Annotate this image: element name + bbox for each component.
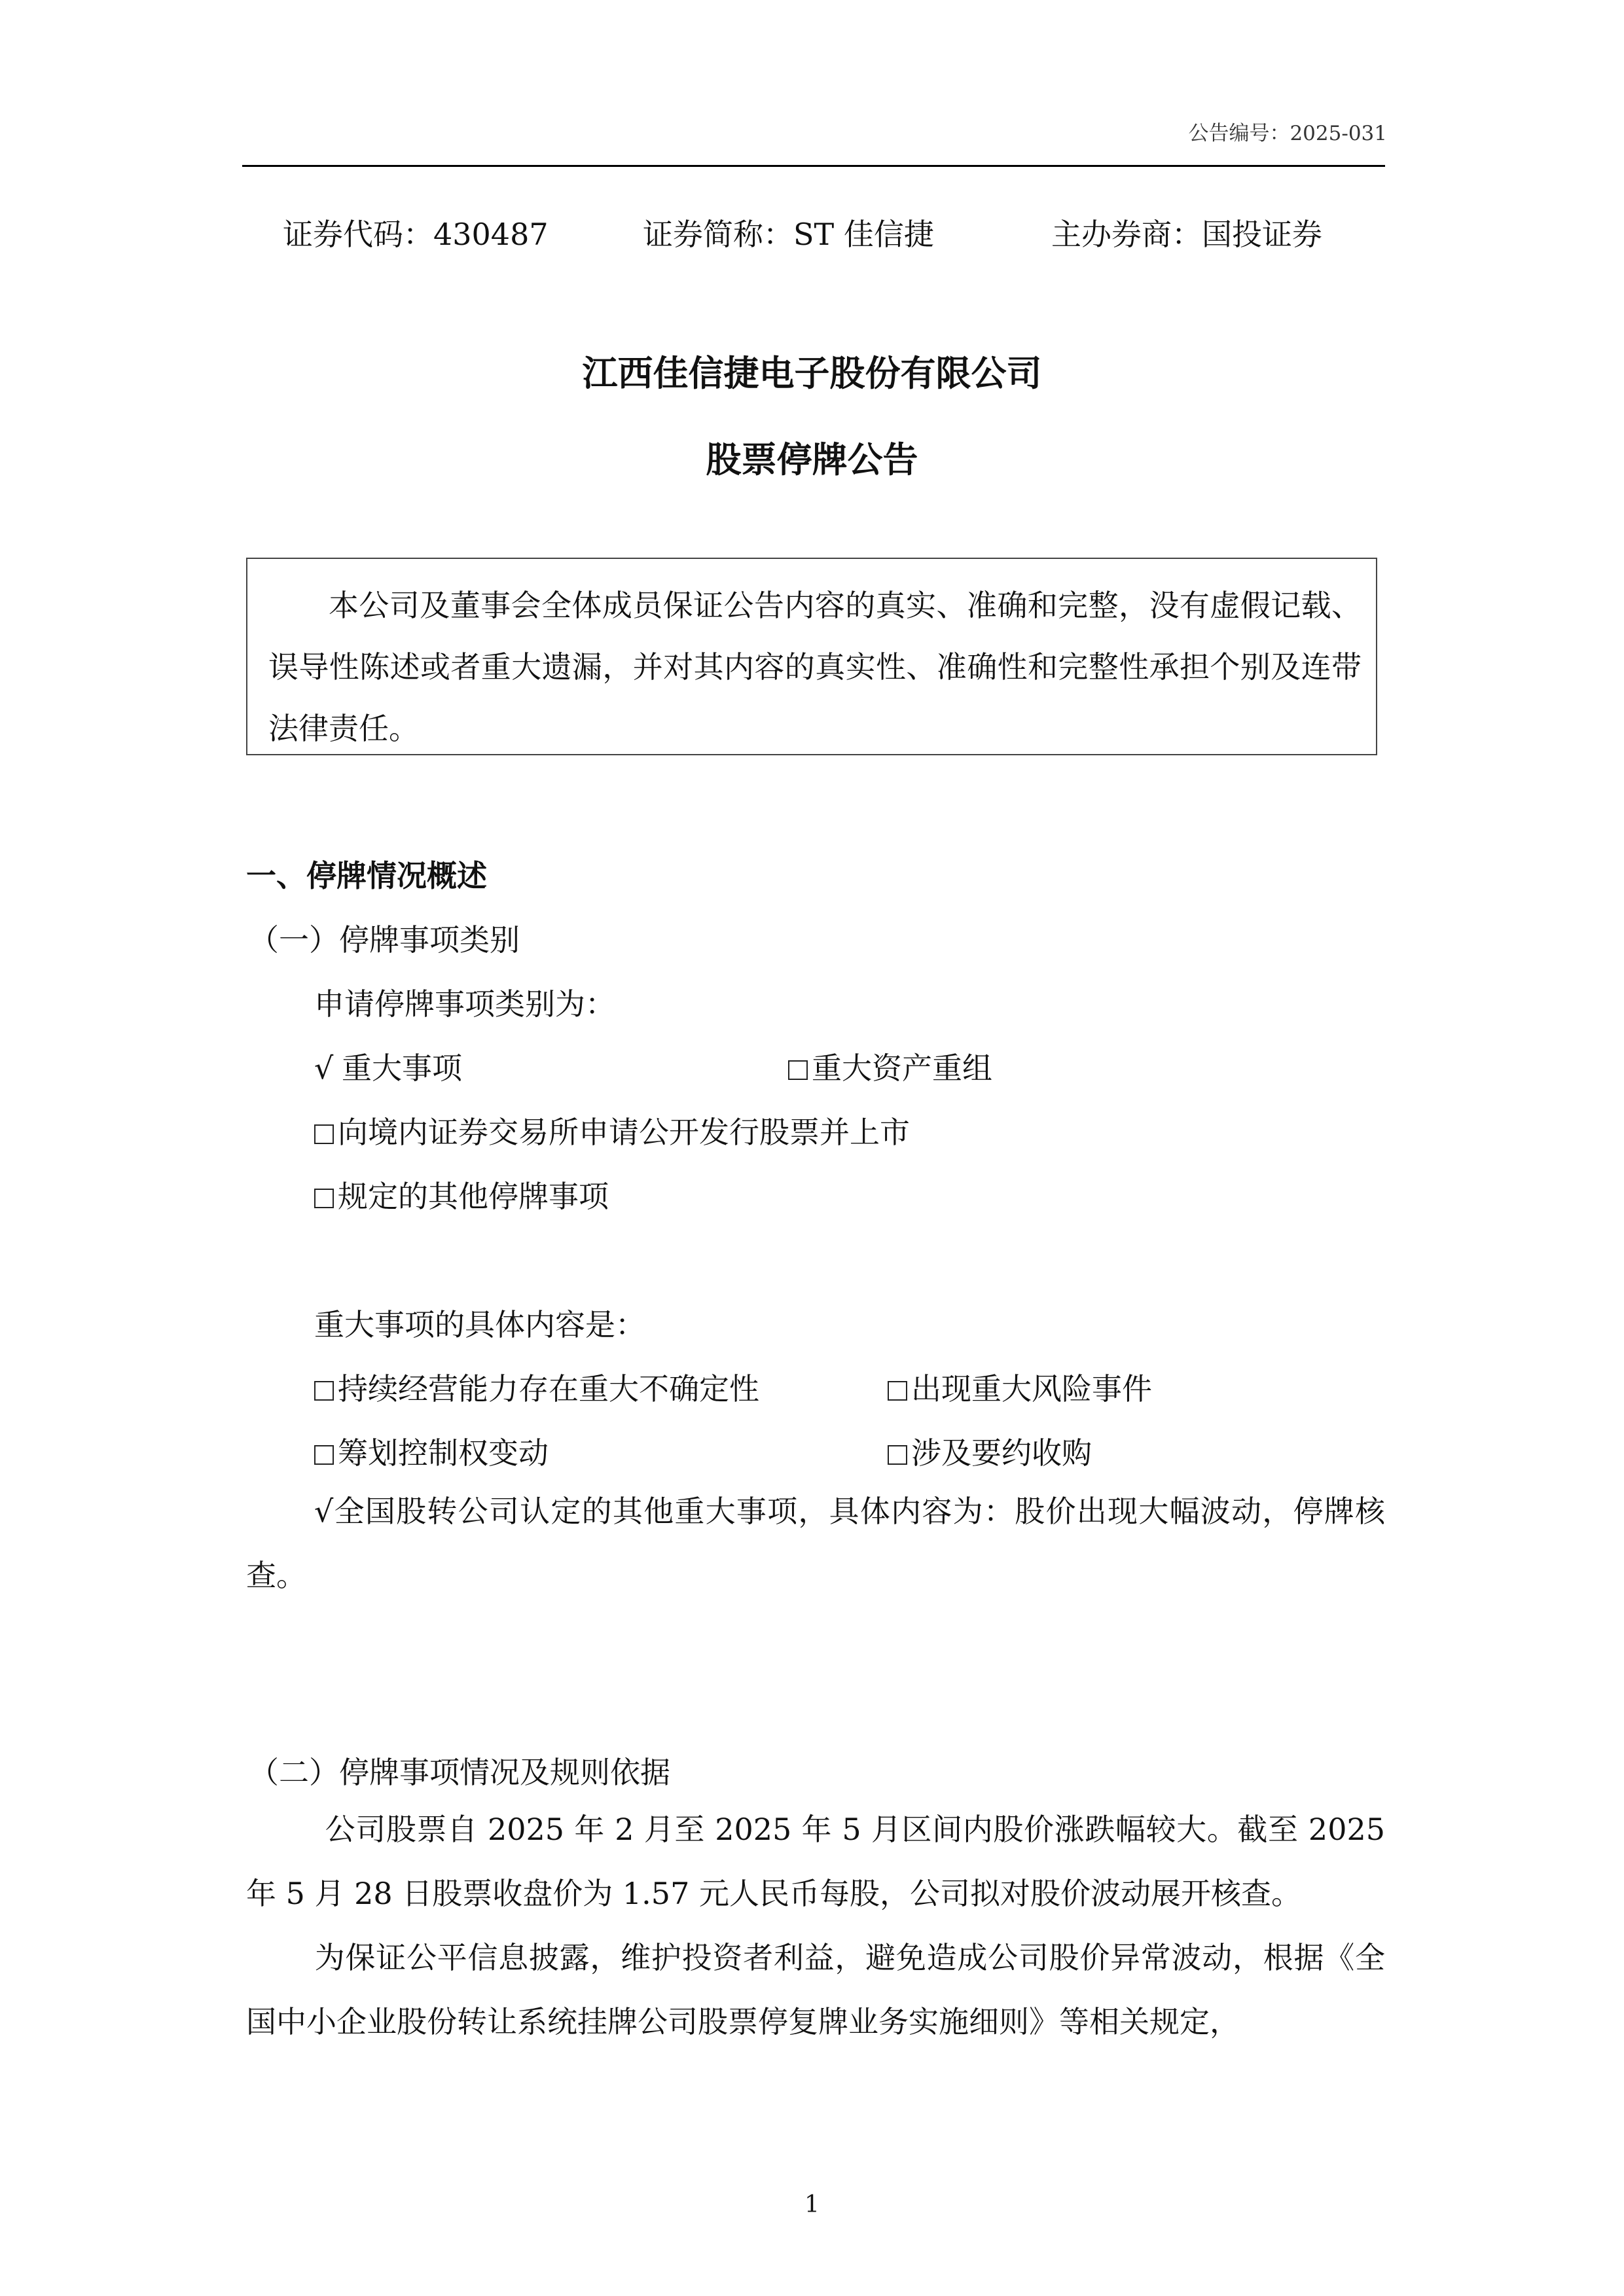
- section-heading-1: 一、停牌情况概述: [246, 858, 487, 893]
- security-abbreviation: 证券简称：ST 佳信捷: [643, 217, 934, 252]
- disclaimer-text: 本公司及董事会全体成员保证公告内容的真实、准确和完整，没有虚假记载、误导性陈述或者重大遗漏，并对其内容的真实性、准确性和完整性承担个别及连带法律责任。: [268, 588, 1362, 746]
- option-going-concern: [314, 1365, 759, 1408]
- paragraph-rule-basis: [246, 1926, 1385, 2054]
- option-domestic-listing: [314, 1109, 910, 1152]
- disclaimer-box: [246, 558, 1377, 755]
- option-label: 规定的其他停牌事项: [338, 1179, 609, 1214]
- paragraph-text: 为保证公平信息披露，维护投资者利益，避免造成公司股价异常波动，根据《全国中小企业股份转让系统挂牌公司股票停复牌业务实施细则》等相关规定，: [246, 1940, 1385, 2039]
- subsection-heading-2: （二）停牌事项情况及规则依据: [249, 1755, 670, 1790]
- checkbox-empty-icon: [888, 1445, 907, 1465]
- page-number: 1: [804, 2191, 820, 2218]
- checkbox-empty-icon: [314, 1189, 334, 1208]
- paragraph-text: 公司股票自 2025 年 2 月至 2025 年 5 月区间内股价涨跌幅较大。截至 2025 年 5 月 28 日股票收盘价为 1.57 元人民币每股，公司拟对股价波动展开核查。: [246, 1812, 1385, 1911]
- document-title: 股票停牌公告: [706, 439, 918, 480]
- option-label: 筹划控制权变动: [338, 1435, 549, 1471]
- checkbox-empty-icon: [888, 1381, 907, 1401]
- sponsor-broker: 主办券商：国投证券: [1051, 217, 1322, 252]
- option-risk-event: [888, 1365, 1152, 1408]
- subsection-heading-1: （一）停牌事项类别: [249, 922, 520, 958]
- checkbox-empty-icon: [314, 1381, 334, 1401]
- option-tender-offer: [888, 1429, 1092, 1473]
- checkbox-empty-icon: [314, 1445, 334, 1465]
- option-label: 重大资产重组: [812, 1050, 992, 1086]
- option-label: 向境内证券交易所申请公开发行股票并上市: [338, 1115, 910, 1150]
- paragraph-price-fluctuation: [246, 1797, 1385, 1926]
- checkmark-icon: √: [314, 1050, 334, 1086]
- option-asset-restructure: [788, 1045, 992, 1088]
- checkbox-empty-icon: [788, 1060, 808, 1080]
- announcement-number: 公告编号：2025-031: [1188, 122, 1387, 145]
- checkbox-empty-icon: [314, 1124, 334, 1144]
- company-title: 江西佳信捷电子股份有限公司: [582, 353, 1042, 394]
- apply-type-label: 申请停牌事项类别为：: [314, 986, 615, 1022]
- option-label: 涉及要约收购: [911, 1435, 1092, 1471]
- security-code: 证券代码：430487: [283, 217, 549, 252]
- major-content-label: 重大事项的具体内容是：: [314, 1307, 645, 1342]
- option-control-change: [314, 1429, 549, 1473]
- checkmark-icon: √: [314, 1494, 334, 1529]
- other-major-text: 全国股转公司认定的其他重大事项，具体内容为：股价出现大幅波动，停牌核查。: [246, 1494, 1385, 1593]
- option-label: 持续经营能力存在重大不确定性: [338, 1371, 759, 1407]
- option-other-major-matter: [246, 1479, 1385, 1607]
- header-divider: [242, 165, 1385, 167]
- option-major-matter: [314, 1045, 462, 1088]
- option-other-suspension: [314, 1173, 609, 1216]
- option-label: 重大事项: [342, 1050, 462, 1086]
- option-label: 出现重大风险事件: [911, 1371, 1152, 1407]
